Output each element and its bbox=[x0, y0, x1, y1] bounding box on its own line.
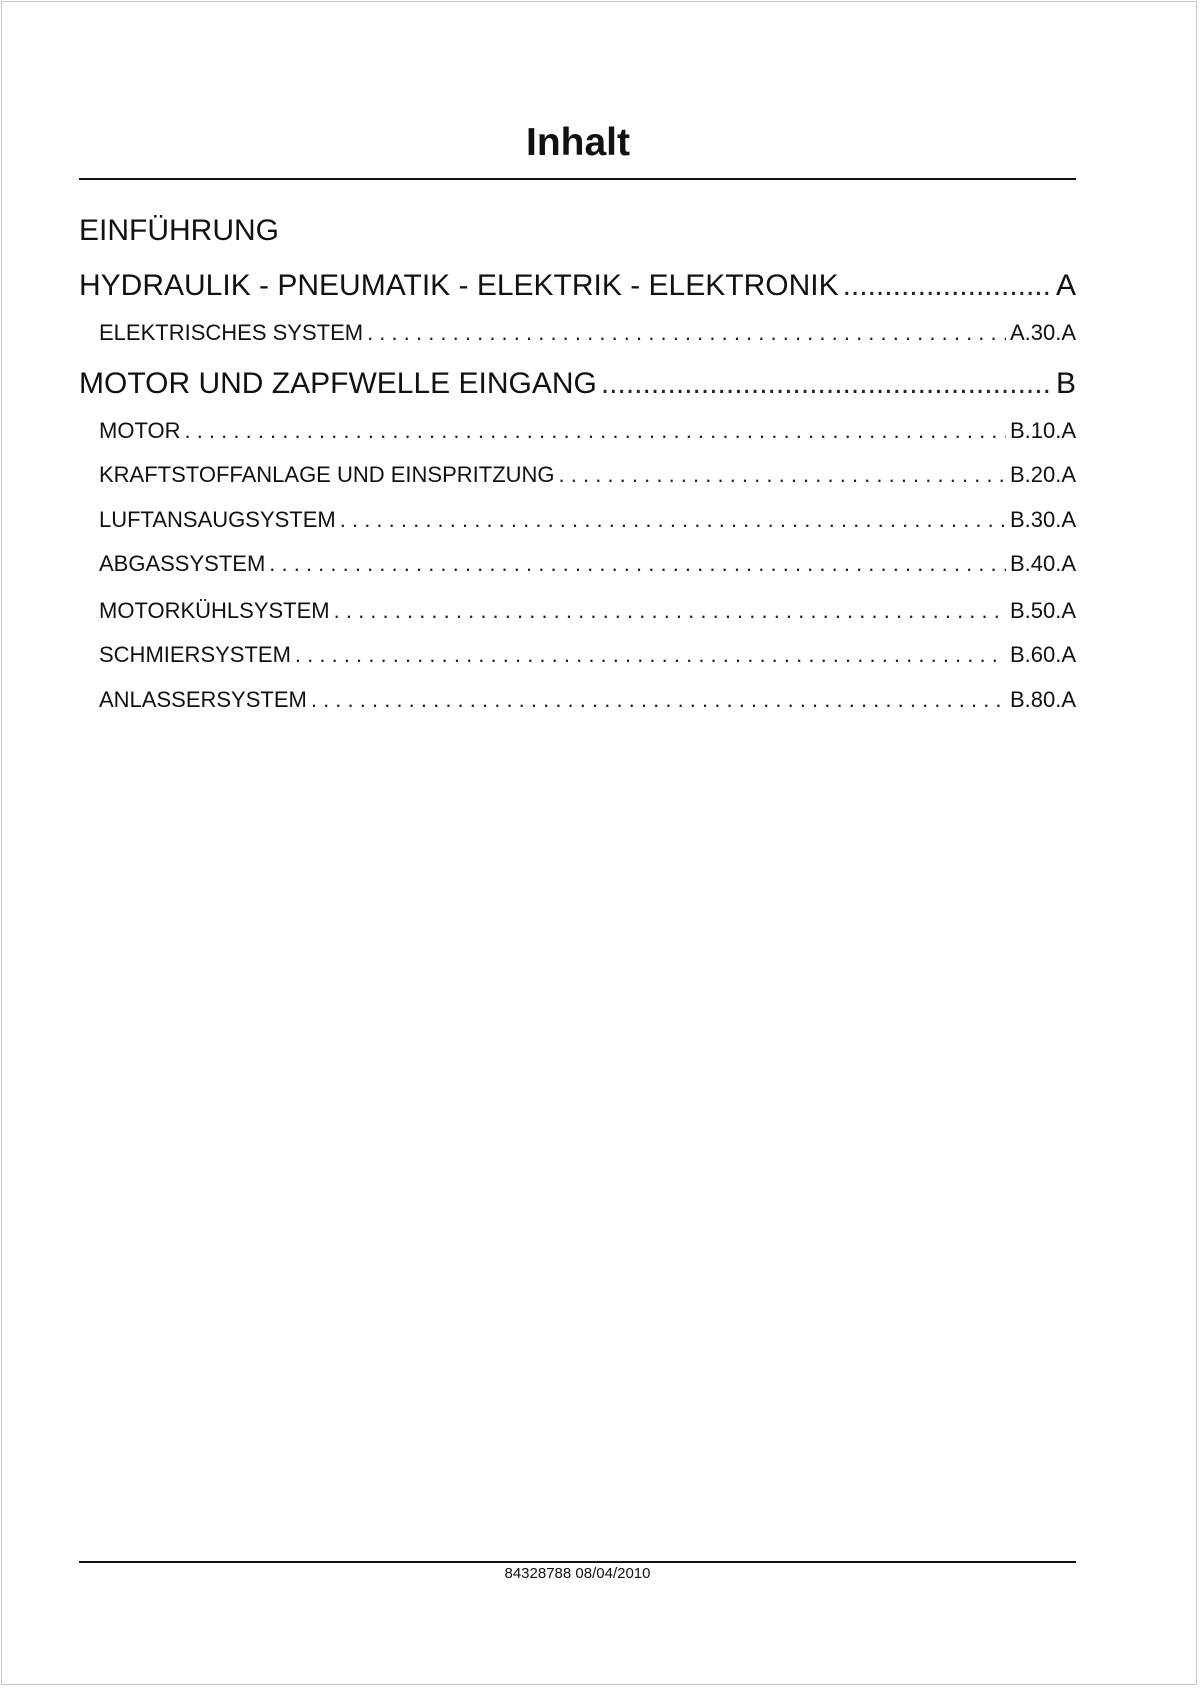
toc-item-label: MOTOR bbox=[99, 418, 181, 443]
toc-section-a[interactable] bbox=[79, 268, 1076, 304]
toc-item-label: KRAFTSTOFFANLAGE UND EINSPRITZUNG bbox=[99, 462, 555, 487]
dot-leader bbox=[367, 319, 1006, 347]
toc-item-a30a[interactable] bbox=[79, 319, 1076, 347]
toc-item-b10a[interactable] bbox=[79, 417, 1076, 445]
dot-leader bbox=[184, 417, 1005, 445]
toc-intro[interactable] bbox=[79, 213, 1076, 249]
toc-item-b80a[interactable] bbox=[79, 686, 1076, 714]
toc-item-ref: B.30.A bbox=[1009, 507, 1076, 532]
toc-item-ref: B.60.A bbox=[1009, 642, 1076, 667]
toc-section-b[interactable] bbox=[79, 366, 1076, 402]
toc-section-label: MOTOR UND ZAPFWELLE EINGANG bbox=[79, 367, 597, 400]
toc-section-ref: B bbox=[1055, 367, 1076, 400]
dot-leader bbox=[601, 366, 1052, 402]
toc-section-ref: A bbox=[1055, 269, 1076, 302]
dot-leader bbox=[340, 506, 1006, 534]
toc-item-label: ANLASSERSYSTEM bbox=[99, 687, 307, 712]
page-title: Inhalt bbox=[526, 121, 630, 164]
toc-item-b60a[interactable] bbox=[79, 641, 1076, 669]
dot-leader bbox=[843, 268, 1052, 304]
toc-item-b50a[interactable] bbox=[79, 597, 1076, 625]
toc-item-label: ELEKTRISCHES SYSTEM bbox=[99, 320, 364, 345]
toc-item-b40a[interactable] bbox=[79, 550, 1076, 578]
dot-leader bbox=[295, 641, 1006, 669]
dot-leader bbox=[311, 686, 1006, 714]
toc-item-label: SCHMIERSYSTEM bbox=[99, 642, 291, 667]
dot-leader bbox=[559, 461, 1006, 489]
toc-item-b20a[interactable] bbox=[79, 461, 1076, 489]
toc-section-label: HYDRAULIK - PNEUMATIK - ELEKTRIK - ELEKTRONIK bbox=[79, 269, 839, 302]
toc-item-ref: B.80.A bbox=[1009, 687, 1076, 712]
toc-item-b30a[interactable] bbox=[79, 506, 1076, 534]
toc-item-label: LUFTANSAUGSYSTEM bbox=[99, 507, 336, 532]
toc-intro-label: EINFÜHRUNG bbox=[79, 214, 279, 247]
page-frame bbox=[1, 1, 1197, 1685]
page-footer: 84328788 08/04/2010 bbox=[504, 1565, 651, 1582]
dot-leader bbox=[334, 597, 1006, 625]
toc-item-label: MOTORKÜHLSYSTEM bbox=[99, 598, 330, 623]
toc-item-ref: B.40.A bbox=[1009, 551, 1076, 576]
dot-leader bbox=[269, 550, 1006, 578]
toc-item-ref: B.10.A bbox=[1009, 418, 1076, 443]
title-divider bbox=[79, 178, 1076, 180]
toc-item-ref: B.50.A bbox=[1009, 598, 1076, 623]
toc-item-ref: A.30.A bbox=[1009, 320, 1076, 345]
toc-item-ref: B.20.A bbox=[1009, 462, 1076, 487]
toc-item-label: ABGASSYSTEM bbox=[99, 551, 266, 576]
